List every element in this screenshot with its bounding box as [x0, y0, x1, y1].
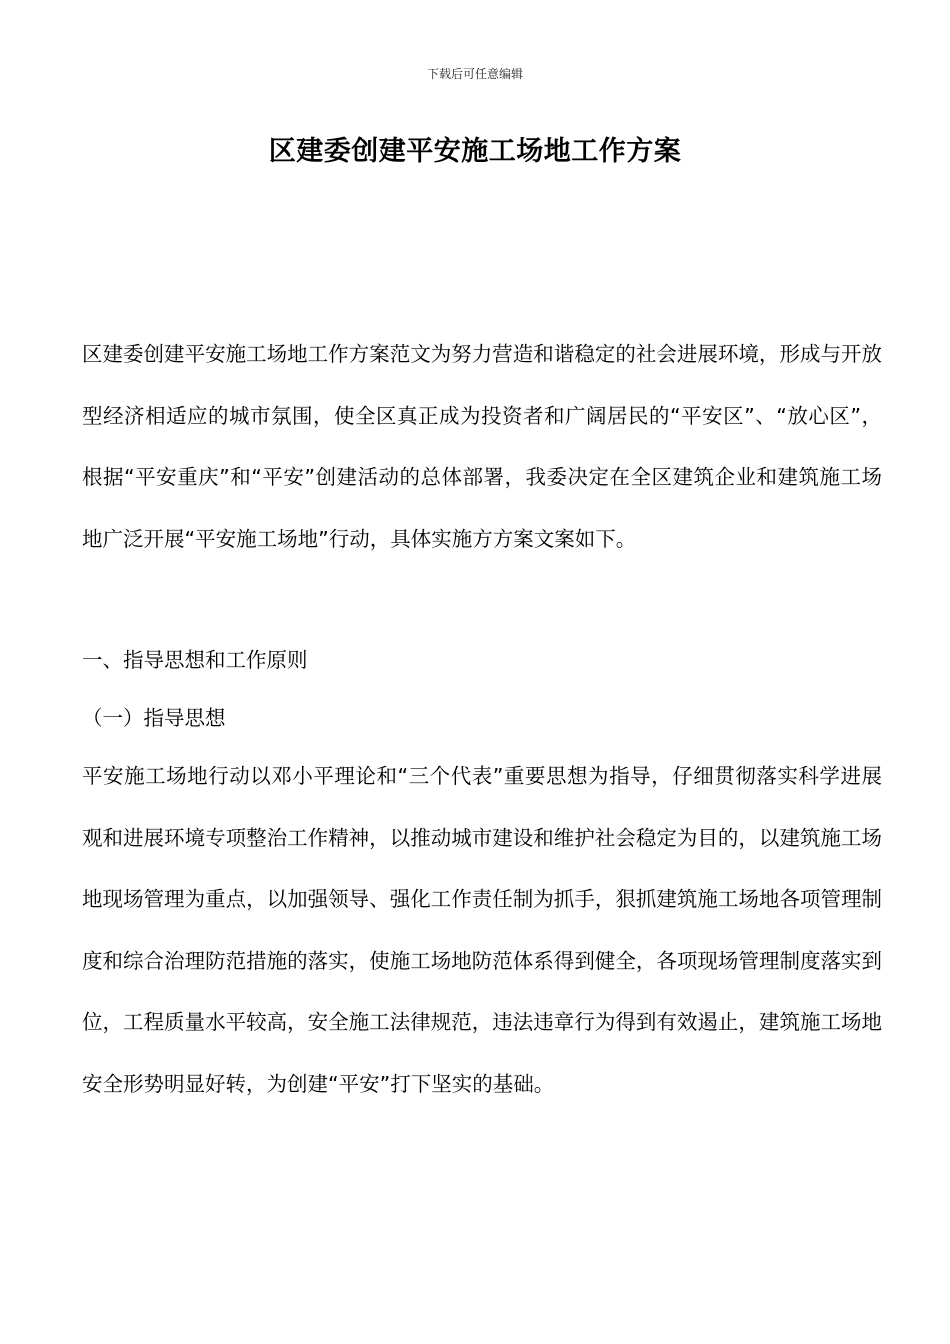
paragraph-guiding-ideology: 平安施工场地行动以邓小平理论和“三个代表”重要思想为指导，仔细贯彻落实科学进展观和进展环境专项整治工作精神，以推动城市建设和维护社会稳定为目的，以建筑施工场地现场管理为重点，以加强领导、强化工作责任制为抓手，狠抓建筑施工场地各项管理制度和综合治理防范措施的落实，使施工场地防范体系得到健全，各项现场管理制度落实到位，工程质量水平较高，安全施工法律规范，违法违章行为得到有效遏止，建筑施工场地安全形势明显好转，为创建“平安”打下坚实的基础。 — [82, 764, 882, 1096]
section-heading: 一、指导思想和工作原则 — [82, 648, 308, 672]
document-title: 区建委创建平安施工场地工作方案 — [268, 136, 682, 167]
header-note: 下载后可任意编辑 — [426, 67, 523, 81]
subsection-heading: （一）指导思想 — [82, 706, 226, 730]
paragraph-intro: 区建委创建平安施工场地工作方案范文为努力营造和谐稳定的社会进展环境，形成与开放型经济相适应的城市氛围，使全区真正成为投资者和广阔居民的“平安区”、“放心区”，根据“平安重庆”和“平安”创建活动的总体部署，我委决定在全区建筑企业和建筑施工场地广泛开展“平安施工场地”行动，具体实施方方案文案如下。 — [82, 342, 882, 551]
